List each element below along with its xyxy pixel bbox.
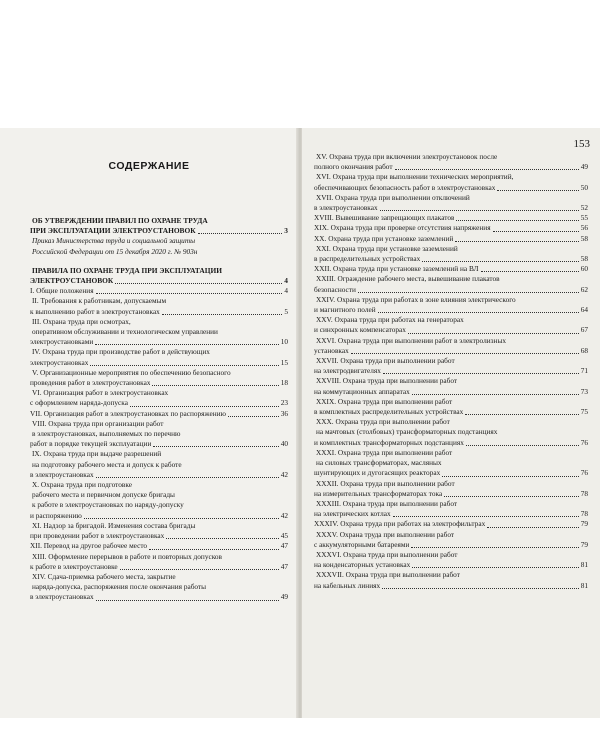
toc-entry-text: на электрических котлах <box>314 509 391 519</box>
dot-leader <box>383 373 579 374</box>
dot-leader <box>481 271 579 272</box>
toc-page-number: 49 <box>280 592 288 602</box>
toc-entry-text: XXV. Охрана труда при работах на генераторах <box>316 315 464 325</box>
toc-page-number: 50 <box>580 182 588 192</box>
dot-leader <box>115 283 282 284</box>
toc-entry <box>314 274 588 294</box>
toc-entry-text: в электроустановках <box>30 469 94 479</box>
toc-page-number: 76 <box>580 437 588 447</box>
toc-entry-text: оперативном обслуживании и технологическом управлении <box>32 327 218 337</box>
toc-entry-text: и магнитного полей <box>314 305 376 315</box>
dot-leader <box>487 527 578 528</box>
toc-entry <box>30 368 288 388</box>
toc-entry-text: XV. Охрана труда при включении электроустановок после <box>316 152 498 161</box>
dot-leader <box>380 210 579 211</box>
dot-leader <box>96 477 279 478</box>
toc-page-number: 23 <box>280 398 288 408</box>
dot-leader <box>455 241 578 242</box>
toc-entry-text: работ в порядке текущей эксплуатации <box>30 439 152 449</box>
dot-leader <box>422 261 578 262</box>
toc-page-number: 4 <box>284 276 288 286</box>
dot-leader <box>162 314 283 315</box>
toc-entry <box>314 570 588 590</box>
toc-entry-text: в комплектных распределительных устройствах <box>314 407 464 417</box>
toc-page-number: 64 <box>580 305 588 315</box>
toc-entry-text: IV. Охрана труда при производстве работ в действующих <box>32 347 210 357</box>
toc-entry-text: XXIV. Охрана труда при работах в зоне влияния электрического <box>316 294 516 304</box>
toc-entry-text: XXVII. Охрана труда при выполнении работ <box>316 356 455 366</box>
toc-page-number: 71 <box>580 366 588 376</box>
toc-page-number: 58 <box>580 233 588 243</box>
toc-page-number: 15 <box>280 357 288 367</box>
toc-entry-text: и синхронных компенсаторах <box>314 325 406 335</box>
toc-entry-text: II. Требования к работникам, допускаемым <box>32 296 167 306</box>
dot-leader <box>412 567 578 568</box>
dot-leader <box>395 169 579 170</box>
toc-page-number: 47 <box>280 541 288 551</box>
toc-entry <box>30 572 288 603</box>
toc-entry <box>30 216 288 236</box>
toc-entry <box>314 530 588 550</box>
toc-page-number: 3 <box>284 226 288 236</box>
toc-page-number: 18 <box>280 378 288 388</box>
toc-page-number: 36 <box>280 408 288 418</box>
toc-entry <box>30 419 288 450</box>
toc-entry-text: на конденсаторных установках <box>314 560 411 570</box>
toc-entry <box>314 152 588 172</box>
toc-page-number: 81 <box>580 560 588 570</box>
toc-title: СОДЕРЖАНИЕ <box>108 160 190 172</box>
dot-leader <box>351 353 579 354</box>
toc-entry-text: XXXVI. Охрана труда при выполнении работ <box>316 549 458 559</box>
toc-entry-text: ЭЛЕКТРОУСТАНОВОК <box>30 276 114 286</box>
toc-entry-text: с аккумуляторными батареями <box>314 539 410 549</box>
dot-leader <box>456 220 578 221</box>
toc-page-number: 56 <box>580 223 588 233</box>
dot-leader <box>393 516 579 517</box>
toc-entry <box>30 296 288 316</box>
toc-entry-text: на измерительных трансформаторах тока <box>314 488 443 498</box>
toc-page-number: 42 <box>280 469 288 479</box>
toc-entry-text: XXX. Охрана труда при выполнении работ <box>316 417 450 427</box>
toc-page-number: 40 <box>280 439 288 449</box>
toc-entry <box>30 388 288 408</box>
toc-entry-text: электроустановками <box>30 337 94 347</box>
toc-entry-text: XI. Надзор за бригадой. Изменения состава бригады <box>32 520 196 530</box>
toc-entry-text: XXXI. Охрана труда при выполнении работ <box>316 447 453 457</box>
toc-page-number: 78 <box>580 509 588 519</box>
toc-entry-text: рабочего места и первичном допуске бригады <box>32 490 175 500</box>
toc-page-number: 49 <box>580 162 588 172</box>
toc-entry-text: XXIX. Охрана труда при выполнении работ <box>316 396 453 406</box>
toc-page-number: 58 <box>580 254 588 264</box>
toc-entry-text: XIII. Оформление перерывов в работе и повторных допусков <box>32 551 222 561</box>
dot-leader <box>378 312 579 313</box>
toc-entry-text: шунтирующих и дугогасящих реакторах <box>314 468 441 478</box>
dot-leader <box>442 476 578 477</box>
toc-page-number: 47 <box>280 561 288 571</box>
toc-entry-text: Российской Федерации от 15 декабря 2020 г. № 903н <box>32 246 198 256</box>
toc-entry <box>314 376 588 396</box>
toc-entry-text: VII. Организация работ в электроустановках по распоряжению <box>30 408 226 418</box>
toc-page-number: 73 <box>580 386 588 396</box>
toc-entry-text: к работе в электроустановках по наряду-допуску <box>32 500 184 510</box>
toc-entry-text: электроустановках <box>30 357 89 367</box>
toc-entry-text: V. Организационные мероприятия по обеспечению безопасного <box>32 367 231 377</box>
toc-entry <box>314 264 588 274</box>
toc-entry <box>314 417 588 448</box>
toc-entry <box>30 266 288 286</box>
dot-leader <box>411 547 578 548</box>
toc-page-number: 68 <box>580 345 588 355</box>
toc-entry <box>314 397 588 417</box>
dot-leader <box>465 414 578 415</box>
toc-entry-text: IX. Охрана труда при выдаче разрешений <box>32 449 162 459</box>
toc-entry <box>314 244 588 264</box>
toc-entry-text: в электроустановках <box>30 592 94 602</box>
right-page <box>302 128 600 718</box>
right-toc-list <box>314 152 588 591</box>
toc-entry-text: XXXV. Охрана труда при выполнении работ <box>316 529 455 539</box>
dot-leader <box>412 394 579 395</box>
toc-page-number: 81 <box>580 580 588 590</box>
toc-entry-text: XXVI. Охрана труда при выполнении работ в электролизных <box>316 335 506 345</box>
dot-leader <box>84 518 279 519</box>
toc-entry <box>30 449 288 480</box>
toc-page-number: 42 <box>280 510 288 520</box>
toc-entry <box>314 519 588 529</box>
toc-entry-text: XVII. Охрана труда при выполнении отключений <box>316 192 470 202</box>
dot-leader <box>120 569 279 570</box>
toc-entry-text: XVIII. Вывешивание запрещающих плакатов <box>314 213 455 223</box>
toc-entry-text: на коммутационных аппаратах <box>314 386 410 396</box>
dot-leader <box>130 406 279 407</box>
toc-page-number: 79 <box>580 539 588 549</box>
left-toc-list <box>30 216 288 603</box>
toc-page-number: 62 <box>580 284 588 294</box>
dot-leader <box>96 293 283 294</box>
toc-entry-text: установках <box>314 345 349 355</box>
toc-entry <box>30 521 288 541</box>
toc-entry <box>314 356 588 376</box>
toc-entry-text: с оформлением наряда-допуска <box>30 398 128 408</box>
toc-entry-text: Приказ Министерства труда и социальной защиты <box>32 236 196 246</box>
dot-leader <box>198 233 283 234</box>
toc-page-number: 76 <box>580 468 588 478</box>
toc-entry <box>30 480 288 521</box>
toc-entry <box>30 541 288 551</box>
toc-entry-text: и комплектных трансформаторных подстанциях <box>314 437 464 447</box>
toc-entry <box>314 295 588 315</box>
dot-leader <box>166 538 278 539</box>
toc-entry-text: XXXIV. Охрана труда при работах на электрофильтрах <box>314 519 486 529</box>
dot-leader <box>382 588 579 589</box>
toc-entry-text: VI. Организация работ в электроустановках <box>32 388 169 398</box>
toc-entry <box>314 223 588 233</box>
toc-entry-text: на подготовку рабочего места и допуск к работе <box>32 459 182 469</box>
toc-entry-text: к работе в электроустановке <box>30 561 118 571</box>
toc-page-number: 78 <box>580 488 588 498</box>
toc-entry <box>30 236 288 256</box>
toc-entry-text: в электроустановках <box>314 203 378 213</box>
toc-entry-text: XXXIII. Охрана труда при выполнении работ <box>316 498 458 508</box>
toc-page-number: 55 <box>580 213 588 223</box>
toc-entry-text: при проведении работ в электроустановках <box>30 531 165 541</box>
toc-entry <box>314 550 588 570</box>
toc-entry-text: X. Охрана труда при подготовке <box>32 480 132 490</box>
dot-leader <box>493 231 579 232</box>
dot-leader <box>444 496 579 497</box>
toc-entry-text: XXIII. Ограждение рабочего места, вывешивание плакатов <box>316 274 500 284</box>
toc-entry-text: XXII. Охрана труда при установке заземлений на ВЛ <box>314 264 479 274</box>
toc-entry-text: на силовых трансформаторах, масляных <box>316 458 442 468</box>
dot-leader <box>228 416 279 417</box>
dot-leader <box>153 446 278 447</box>
left-page <box>0 128 298 718</box>
dot-leader <box>358 292 579 293</box>
toc-entry-text: XXI. Охрана труда при установке заземлений <box>316 243 458 253</box>
toc-entry-text: XVI. Охрана труда при выполнении технических мероприятий, <box>316 172 514 182</box>
toc-entry-text: XIV. Сдача-приемка рабочего места, закрытие <box>32 571 176 581</box>
toc-entry <box>314 193 588 213</box>
toc-entry <box>30 286 288 296</box>
toc-entry-text: XII. Перевод на другое рабочее место <box>30 541 148 551</box>
dot-leader <box>149 549 279 550</box>
toc-entry-text: ОБ УТВЕРЖДЕНИИ ПРАВИЛ ПО ОХРАНЕ ТРУДА <box>32 216 208 225</box>
toc-entry-text: полного окончания работ <box>314 162 393 172</box>
dot-leader <box>152 385 278 386</box>
toc-entry-text: I. Общие положения <box>30 286 94 296</box>
toc-page-number: 45 <box>280 531 288 541</box>
toc-entry-text: ПРИ ЭКСПЛУАТАЦИИ ЭЛЕКТРОУСТАНОВОК <box>30 226 196 236</box>
toc-entry-text: XXVIII. Охрана труда при выполнении работ <box>316 376 458 386</box>
toc-entry-text: обеспечивающих безопасность работ в электроустановках <box>314 182 496 192</box>
toc-entry-text: наряда-допуска, распоряжения после окончания работы <box>32 582 207 592</box>
toc-page-number: 75 <box>580 407 588 417</box>
toc-entry <box>314 479 588 499</box>
dot-leader <box>497 190 578 191</box>
toc-entry-text: на электродвигателях <box>314 366 381 376</box>
toc-entry-text: к выполнению работ в электроустановках <box>30 306 160 316</box>
toc-entry-text: на мачтовых (столбовых) трансформаторных подстанциях <box>316 427 498 437</box>
toc-page-number: 52 <box>580 203 588 213</box>
dot-leader <box>96 600 279 601</box>
toc-entry-text: и распоряжению <box>30 510 82 520</box>
toc-page-number: 60 <box>580 264 588 274</box>
dot-leader <box>90 365 278 366</box>
toc-entry-text: XIX. Охрана труда при проверке отсутствия напряжения <box>314 223 491 233</box>
toc-entry <box>314 213 588 223</box>
toc-page-number: 10 <box>280 337 288 347</box>
toc-entry <box>30 552 288 572</box>
toc-page-number: 79 <box>580 519 588 529</box>
toc-entry <box>314 315 588 335</box>
toc-entry-text: проведения работ в электроустановках <box>30 378 151 388</box>
toc-entry-text: в распределительных устройствах <box>314 254 421 264</box>
toc-entry <box>314 499 588 519</box>
toc-entry <box>314 448 588 479</box>
toc-entry-text: XXXII. Охрана труда при выполнении работ <box>316 478 455 488</box>
dot-leader <box>466 445 579 446</box>
toc-entry <box>314 336 588 356</box>
toc-page-number: 5 <box>284 306 288 316</box>
toc-entry <box>314 234 588 244</box>
toc-entry-text: XX. Охрана труда при установке заземлений <box>314 233 454 243</box>
toc-entry-text: XXXVII. Охрана труда при выполнении работ <box>316 570 460 580</box>
dot-leader <box>408 333 579 334</box>
toc-entry-text: VIII. Охрана труда при организации работ <box>32 418 164 428</box>
toc-entry <box>314 172 588 192</box>
toc-entry-text: в электроустановках, выполняемых по перечню <box>32 429 181 439</box>
toc-entry-text: безопасности <box>314 284 356 294</box>
toc-entry <box>30 317 288 348</box>
toc-entry-text: ПРАВИЛА ПО ОХРАНЕ ТРУДА ПРИ ЭКСПЛУАТАЦИИ <box>32 265 222 275</box>
dot-leader <box>95 344 278 345</box>
toc-entry <box>30 409 288 419</box>
toc-entry-text: на кабельных линиях <box>314 580 381 590</box>
toc-page-number: 4 <box>284 286 288 296</box>
toc-page-number: 67 <box>580 325 588 335</box>
toc-entry-text: III. Охрана труда при осмотрах, <box>32 316 131 326</box>
toc-entry <box>30 347 288 367</box>
page-number: 153 <box>573 138 590 150</box>
